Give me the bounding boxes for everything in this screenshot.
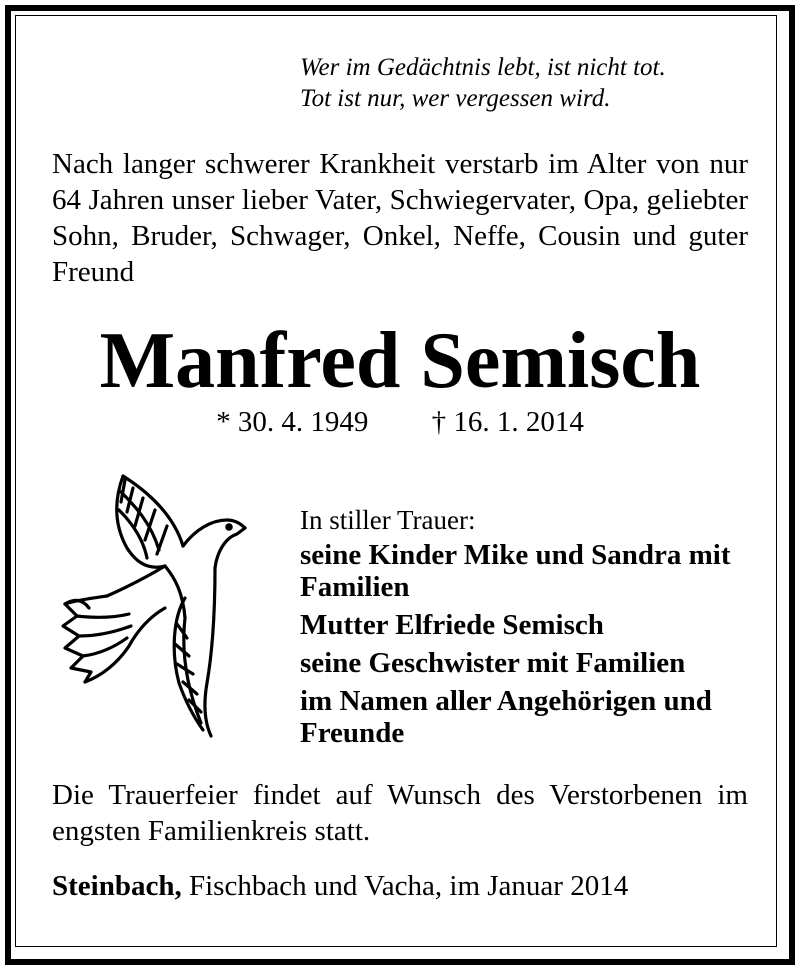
life-dates — [0, 404, 800, 440]
mourners-section — [300, 503, 770, 755]
mourner-entry: im Namen aller Angehörigen und Freunde — [300, 685, 712, 749]
announcement-text: Nach langer schwerer Krankheit verstarb im Alter von nur 64 Jahren unser lieber Vater, Schwiegervater, Opa, geliebter Sohn, Bruder, Schwager, Onkel, Neffe, Cousin und guter Freund — [52, 148, 748, 288]
birth-date: * 30. 4. 1949 — [216, 406, 369, 438]
quote-line-2: Tot ist nur, wer vergessen wird. — [300, 85, 611, 112]
dove-icon — [55, 468, 255, 743]
mourning-label: In stiller Trauer: — [300, 505, 476, 535]
mourner-entry: Mutter Elfriede Semisch — [300, 609, 604, 641]
quote-line-1: Wer im Gedächtnis lebt, ist nicht tot. — [300, 54, 666, 81]
ceremony-note: Die Trauerfeier findet auf Wunsch des Verstorbenen im engsten Familienkreis statt. — [52, 779, 748, 847]
place-and-date — [52, 868, 748, 904]
memorial-quote — [300, 52, 740, 114]
place-date-text: Fischbach und Vacha, im Januar 2014 — [188, 870, 629, 902]
town-name: Steinbach, — [52, 870, 182, 902]
deceased-name: Manfred Semisch — [99, 317, 701, 405]
death-date: † 16. 1. 2014 — [431, 406, 584, 438]
mourner-entry: seine Kinder Mike und Sandra mit Familien — [300, 539, 731, 603]
mourner-entry: seine Geschwister mit Familien — [300, 647, 686, 679]
